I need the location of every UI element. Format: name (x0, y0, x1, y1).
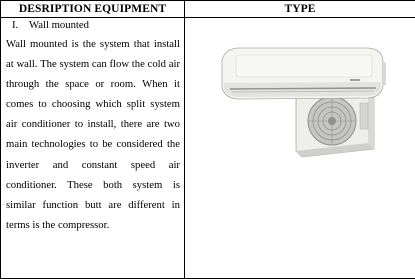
header-type: TYPE (185, 1, 415, 18)
description-cell (1, 18, 185, 279)
type-cell (185, 18, 415, 279)
table-row (1, 18, 415, 279)
table-header-row (1, 1, 415, 18)
header-description: DESRIPTION EQUIPMENT (1, 1, 185, 18)
item-number: I. (6, 19, 29, 32)
description-text: Wall mounted is the system that install at wall. The system can flow the cold air through the space or room. When it comes to choosing which split system air conditioner to install, there are two main technologies to be considered the inverter and constant speed air conditioner. These both system is similar function butt are different in terms is the compressor. (6, 34, 180, 235)
air-conditioner-image (218, 45, 388, 159)
indoor-unit (222, 48, 386, 99)
item-title: Wall mounted (29, 19, 89, 32)
item-heading (6, 19, 180, 32)
